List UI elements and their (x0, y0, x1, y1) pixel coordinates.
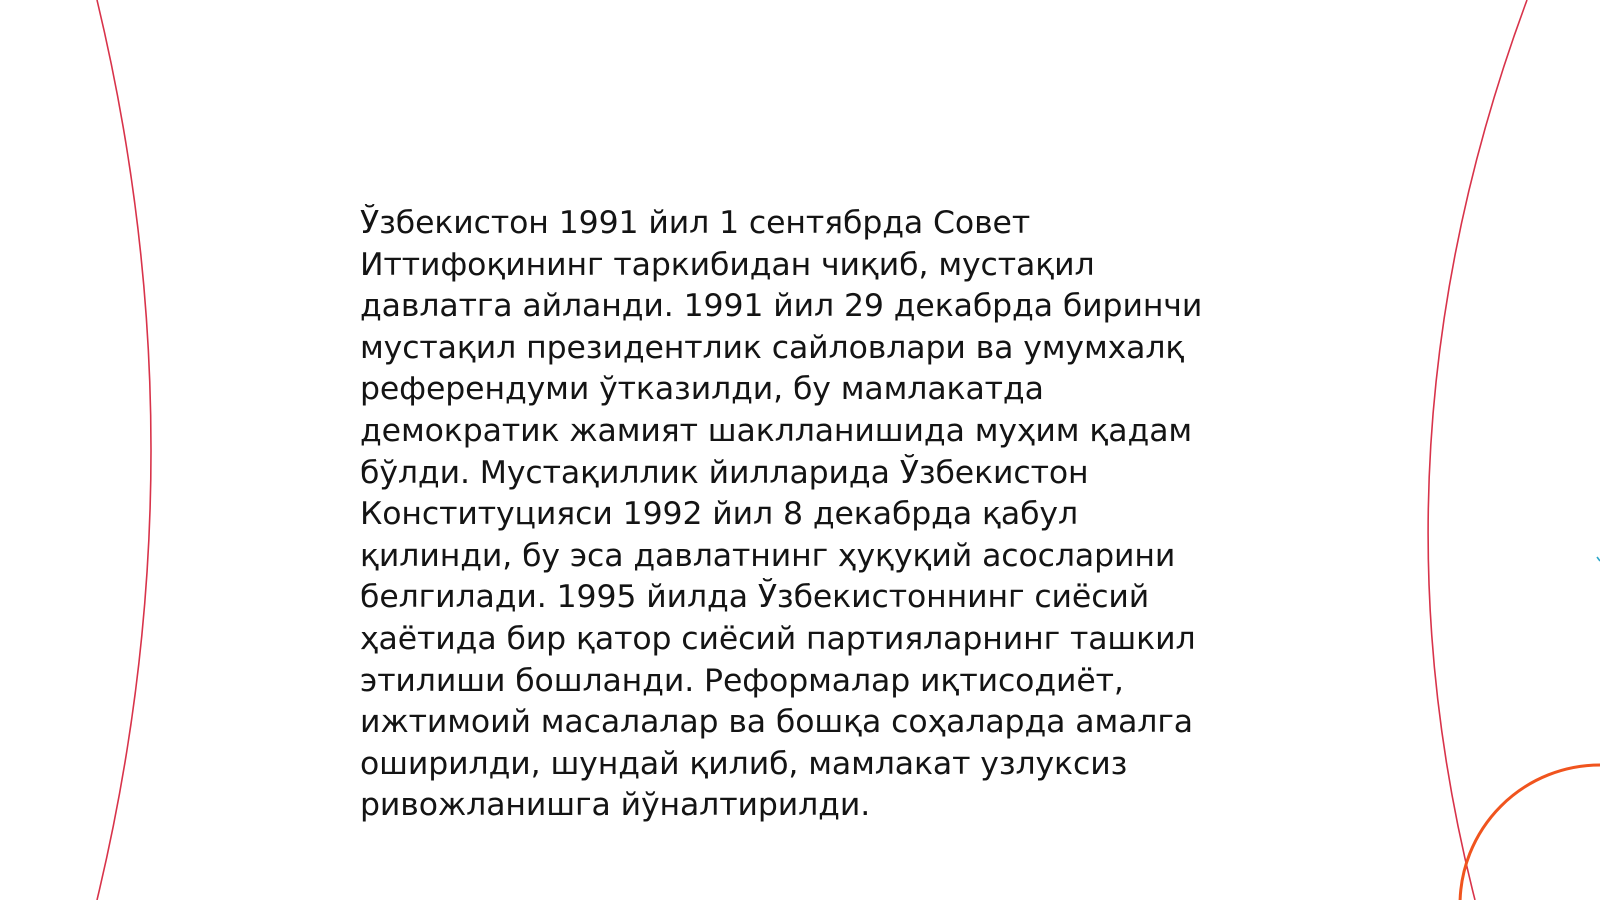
main-paragraph (360, 203, 1240, 827)
left-curve-line (97, 0, 151, 900)
paragraph-line: ривожланишга йўналтирилди. (360, 787, 871, 824)
orange-circle-shape (1460, 765, 1600, 900)
paragraph-line: мустақил президентлик сайловлари ва умумхалқ (360, 329, 1185, 366)
paragraph-line: ҳаётида бир қатор сиёсий партияларнинг ташкил (360, 620, 1196, 657)
paragraph-line: Конституцияси 1992 йил 8 декабрда қабул (360, 496, 1078, 533)
paragraph-line: ижтимоий масалалар ва бошқа соҳаларда амалга (360, 704, 1193, 741)
paragraph-line: оширилди, шундай қилиб, мамлакат узлуксиз (360, 745, 1128, 782)
paragraph-line: қилинди, бу эса давлатнинг ҳуқуқий асосларини (360, 537, 1176, 574)
paragraph-line: демократик жамият шаклланишида муҳим қадам (360, 412, 1193, 449)
paragraph-line: давлатга айланди. 1991 йил 29 декабрда биринчи (360, 288, 1203, 325)
paragraph-line: Иттифоқининг таркибидан чиқиб, мустақил (360, 246, 1095, 283)
right-curve-line (1428, 0, 1527, 900)
paragraph-line: референдуми ўтказилди, бу мамлакатда (360, 371, 1044, 408)
paragraph-line: бўлди. Мустақиллик йилларида Ўзбекистон (360, 454, 1089, 491)
paragraph-line: Ўзбекистон 1991 йил 1 сентябрда Совет (360, 205, 1031, 241)
paragraph-line: белгилади. 1995 йилда Ўзбекистоннинг сиёсий (360, 579, 1150, 616)
paragraph-line: этилиши бошланди. Реформалар иқтисодиёт, (360, 662, 1124, 699)
